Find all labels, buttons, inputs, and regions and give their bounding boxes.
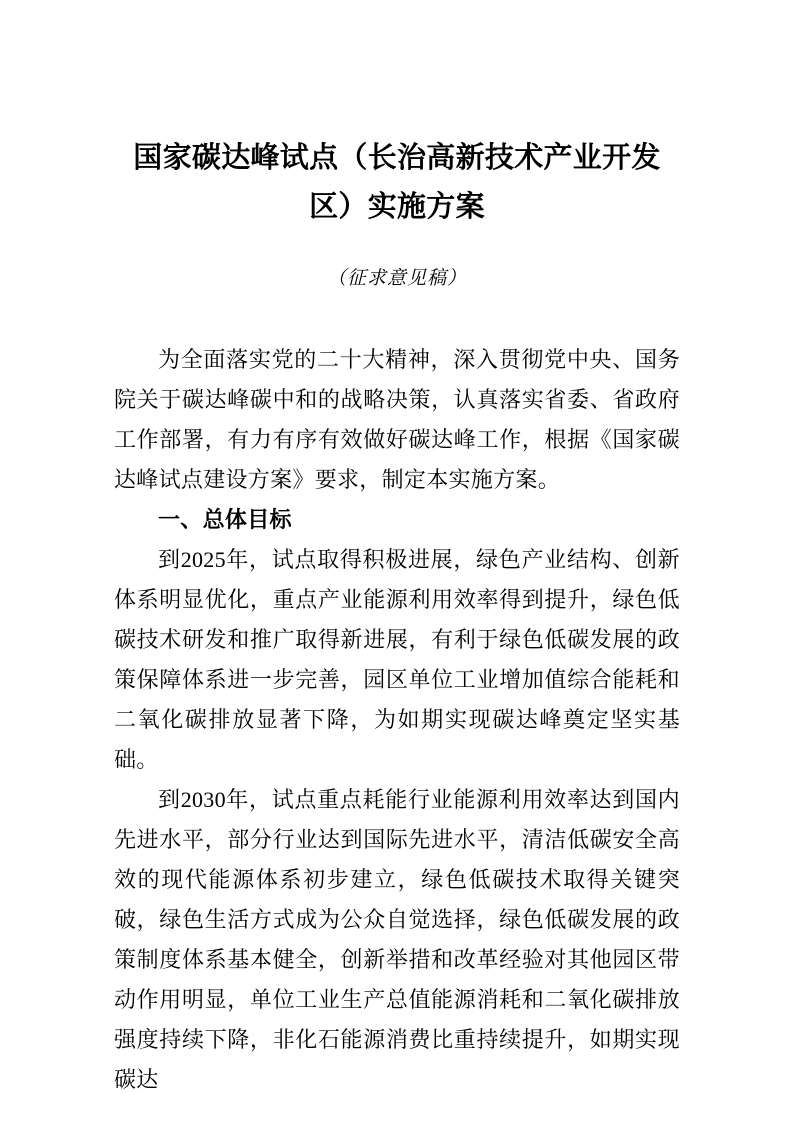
- paragraph-goal-2030-truncated: 到2030年，试点重点耗能行业能源利用效率达到国内先进水平，部分行业达到国际先进水平，清洁低碳安全高效的现代能源体系初步建立，绿色低碳技术取得关键突破，绿色生活方式成为公众自觉选择，绿色低碳发展的政策制度体系基本健全，创新举措和改革经验对其他园区带动作用明显，单位工业生产总值能源消耗和二氧化碳排放强度持续下降，非化石能源消费比重持续提升，如期实现碳达: [114, 787, 680, 1092]
- paragraph-goal-2025: 到2025年，试点取得积极进展，绿色产业结构、创新体系明显优化，重点产业能源利用效率得到提升，绿色低碳技术研发和推广取得新进展，有利于绿色低碳发展的政策保障体系进一步完善，园区单位工业增加值综合能耗和二氧化碳排放显著下降，为如期实现碳达峰奠定坚实基础。: [114, 547, 680, 772]
- document-title: 国家碳达峰试点（长治高新技术产业开发区）实施方案: [133, 142, 661, 223]
- section-heading-overall-goals: 一、总体目标: [158, 507, 292, 532]
- paragraph-intro: 为全面落实党的二十大精神，深入贯彻党中央、国务院关于碳达峰碳中和的战略决策，认真落实省委、省政府工作部署，有力有序有效做好碳达峰工作，根据《国家碳达峰试点建设方案》要求，制定本实施方案。: [114, 347, 680, 492]
- document-body: [114, 340, 680, 1100]
- document-subtitle: （征求意见稿）: [326, 268, 467, 289]
